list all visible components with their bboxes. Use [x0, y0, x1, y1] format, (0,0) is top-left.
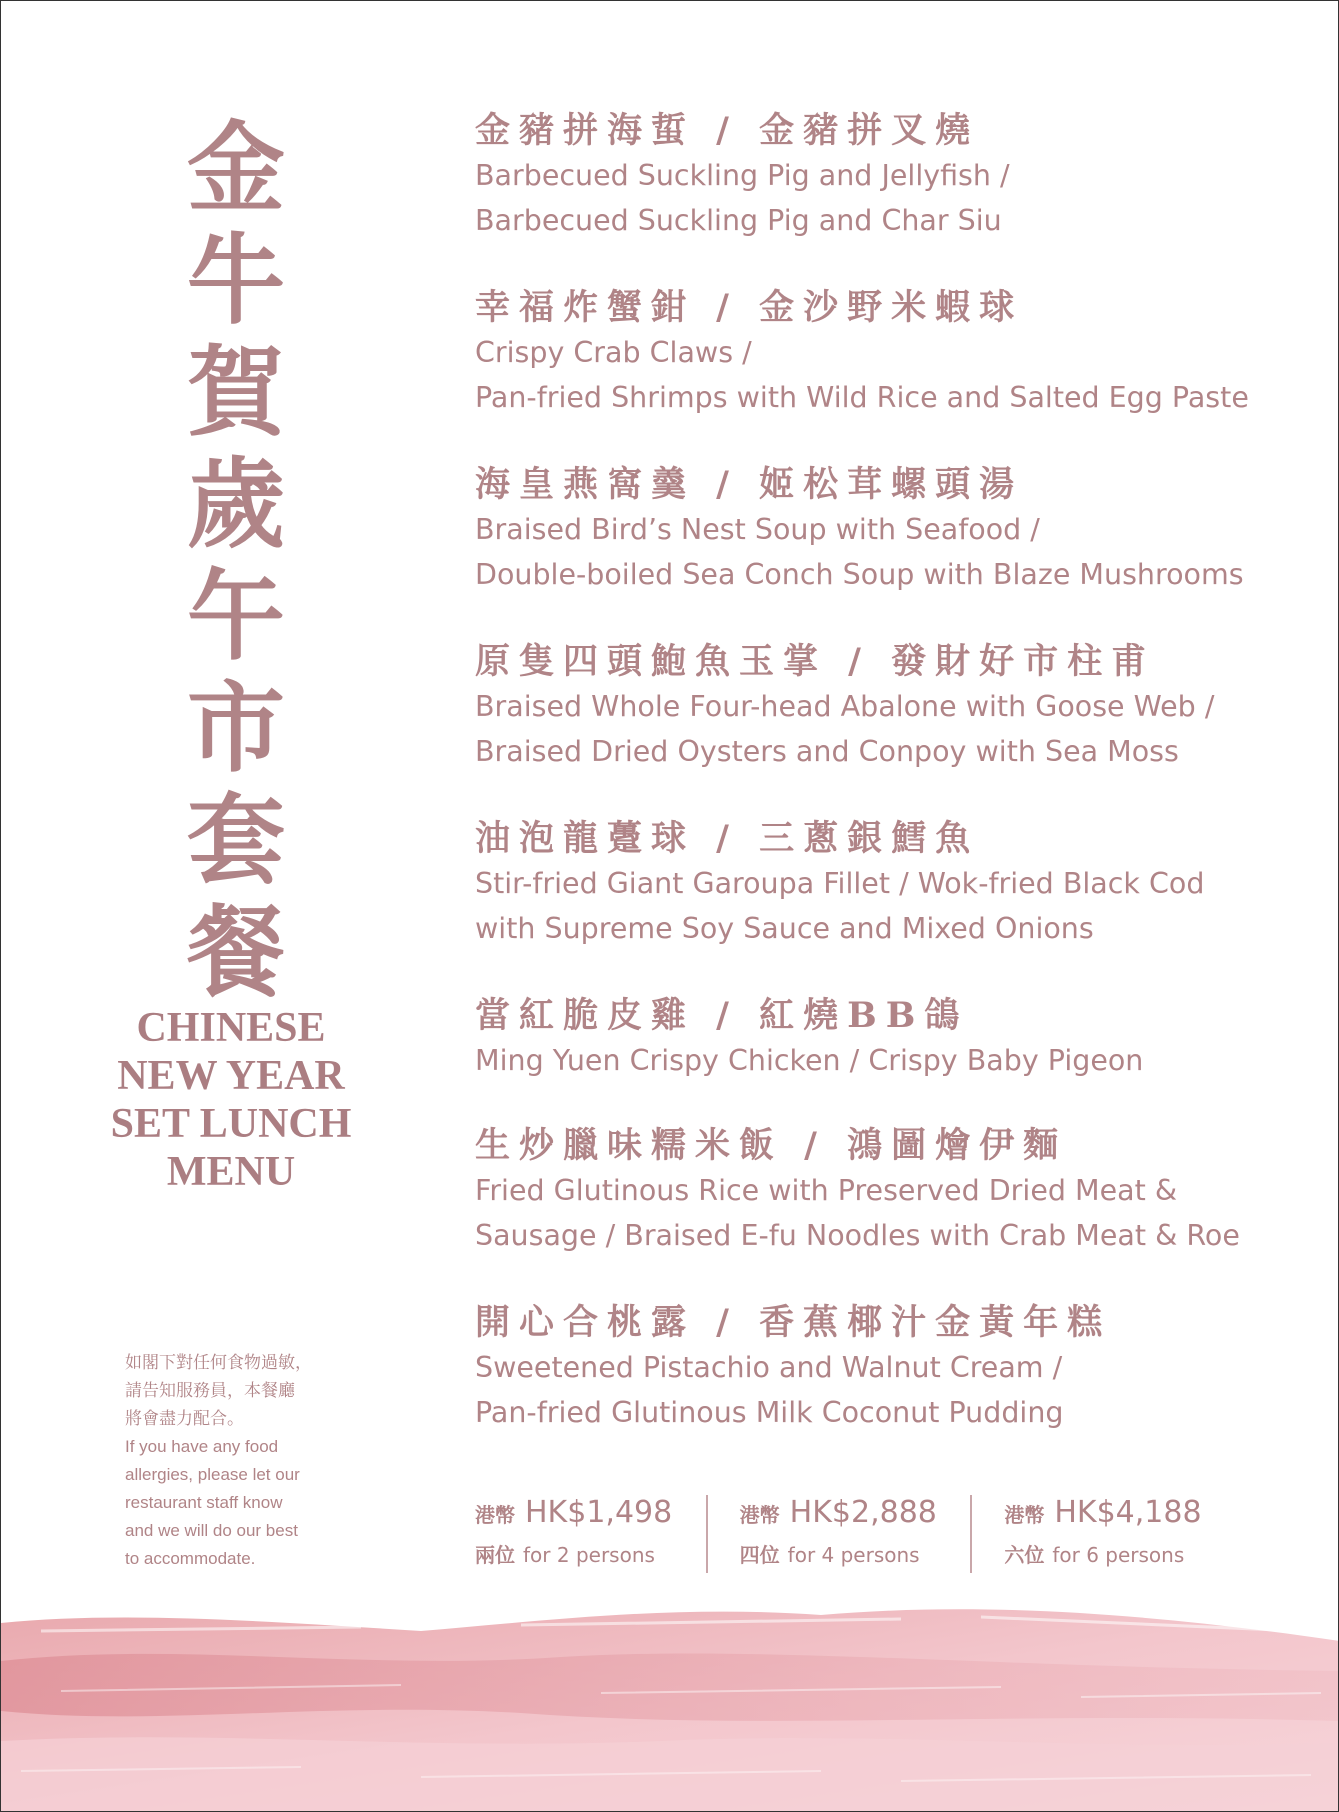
persons-zh: 四位 — [739, 1543, 780, 1567]
menu-item-chinese: 海皇燕窩羹 / 姬松茸螺頭湯 — [475, 464, 1024, 505]
price-value: HK$4,188 — [1054, 1495, 1202, 1530]
menu-item — [475, 463, 1295, 640]
allergy-en-line: If you have any food — [125, 1437, 279, 1456]
menu-item-english: Barbecued Suckling Pig and Jellyfish / — [475, 159, 1010, 192]
allergy-zh-line: 請告知服務員，本餐廳 — [125, 1381, 295, 1400]
menu-item-chinese: 油泡龍躉球 / 三蔥銀鱈魚 — [475, 818, 980, 859]
menu-item — [475, 109, 1295, 286]
price-options — [475, 1491, 1235, 1573]
title-char: 餐 — [186, 895, 285, 1010]
allergy-en-line: and we will do our best — [125, 1521, 298, 1540]
menu-item — [475, 994, 1295, 1124]
persons-en: for 6 persons — [1052, 1543, 1185, 1567]
menu-item-chinese: 當紅脆皮雞 / 紅燒BB鴿 — [475, 995, 969, 1036]
title-char: 牛 — [186, 223, 285, 338]
title-char: 市 — [186, 671, 285, 786]
price-value: HK$1,498 — [525, 1495, 673, 1530]
title-char: 歲 — [186, 447, 285, 562]
title-char: 午 — [186, 559, 285, 674]
menu-item-chinese: 生炒臘味糯米飯 / 鴻圖燴伊麵 — [475, 1125, 1068, 1166]
persons-en: for 4 persons — [787, 1543, 920, 1567]
price-divider — [970, 1495, 972, 1573]
price-amount — [475, 1491, 706, 1537]
price-amount — [1004, 1491, 1235, 1537]
english-title-line: SET LUNCH — [110, 1101, 352, 1147]
menu-item-english: Fried Glutinous Rice with Preserved Dried Meat & — [475, 1174, 1178, 1207]
allergy-notice — [125, 1349, 355, 1573]
menu-item-chinese: 金豬拼海蜇 / 金豬拼叉燒 — [475, 110, 980, 151]
persons-zh: 六位 — [1004, 1543, 1045, 1567]
pink-brush-stroke-decoration — [1, 1601, 1339, 1812]
menu-item-english: Stir-fried Giant Garoupa Fillet / Wok-fried Black Cod — [475, 867, 1205, 900]
menu-item — [475, 1301, 1295, 1478]
menu-item-chinese: 原隻四頭鮑魚玉掌 / 發財好市柱甫 — [475, 641, 1156, 682]
price-amount — [740, 1491, 971, 1537]
price-persons — [740, 1537, 971, 1573]
allergy-zh-line: 如閣下對任何食物過敏， — [125, 1353, 312, 1372]
title-char: 賀 — [186, 335, 285, 450]
allergy-zh-line: 將會盡力配合。 — [125, 1409, 244, 1428]
menu-item-english: Pan-fried Glutinous Milk Coconut Pudding — [475, 1396, 1064, 1429]
allergy-en-line: restaurant staff know — [125, 1493, 283, 1512]
english-title-line: MENU — [166, 1149, 296, 1195]
price-persons — [1004, 1537, 1235, 1573]
price-option — [475, 1491, 706, 1573]
price-divider — [706, 1495, 708, 1573]
english-title-line: NEW YEAR — [117, 1053, 345, 1099]
persons-en: for 2 persons — [523, 1543, 655, 1567]
allergy-en-line: to accommodate. — [125, 1549, 256, 1568]
menu-list — [475, 109, 1295, 1478]
english-title-line: CHINESE — [136, 1005, 326, 1051]
vertical-chinese-title — [181, 113, 291, 1009]
menu-item — [475, 817, 1295, 994]
menu-item-english: Crispy Crab Claws / — [475, 336, 752, 369]
price-persons — [475, 1537, 706, 1573]
menu-item-english: Pan-fried Shrimps with Wild Rice and Salted Egg Paste — [475, 381, 1249, 414]
menu-item-english: Ming Yuen Crispy Chicken / Crispy Baby Pigeon — [475, 1044, 1144, 1077]
price-value: HK$2,888 — [789, 1495, 937, 1530]
currency-zh: 港幣 — [739, 1503, 780, 1527]
persons-zh: 兩位 — [475, 1543, 515, 1567]
currency-zh: 港幣 — [475, 1503, 515, 1527]
menu-item-english: with Supreme Soy Sauce and Mixed Onions — [475, 912, 1094, 945]
menu-item-english: Braised Whole Four-head Abalone with Goose Web / — [475, 690, 1215, 723]
menu-item-english: Braised Bird’s Nest Soup with Seafood / — [475, 513, 1040, 546]
title-char: 金 — [186, 111, 285, 226]
menu-item-english: Double-boiled Sea Conch Soup with Blaze Mushrooms — [475, 558, 1244, 591]
menu-item — [475, 286, 1295, 463]
allergy-en-line: allergies, please let our — [125, 1465, 300, 1484]
english-title — [91, 1004, 371, 1196]
menu-item — [475, 640, 1295, 817]
price-option — [706, 1491, 971, 1573]
currency-zh: 港幣 — [1004, 1503, 1045, 1527]
title-char: 套 — [186, 783, 285, 898]
menu-item — [475, 1124, 1295, 1301]
menu-item-chinese: 開心合桃露 / 香蕉椰汁金黃年糕 — [475, 1302, 1112, 1343]
menu-item-english: Barbecued Suckling Pig and Char Siu — [475, 204, 1002, 237]
menu-item-chinese: 幸福炸蟹鉗 / 金沙野米蝦球 — [475, 287, 1024, 328]
menu-item-english: Braised Dried Oysters and Conpoy with Sea Moss — [475, 735, 1179, 768]
menu-item-english: Sweetened Pistachio and Walnut Cream / — [475, 1351, 1063, 1384]
menu-item-english: Sausage / Braised E-fu Noodles with Crab Meat & Roe — [475, 1219, 1240, 1252]
price-option — [970, 1491, 1235, 1573]
